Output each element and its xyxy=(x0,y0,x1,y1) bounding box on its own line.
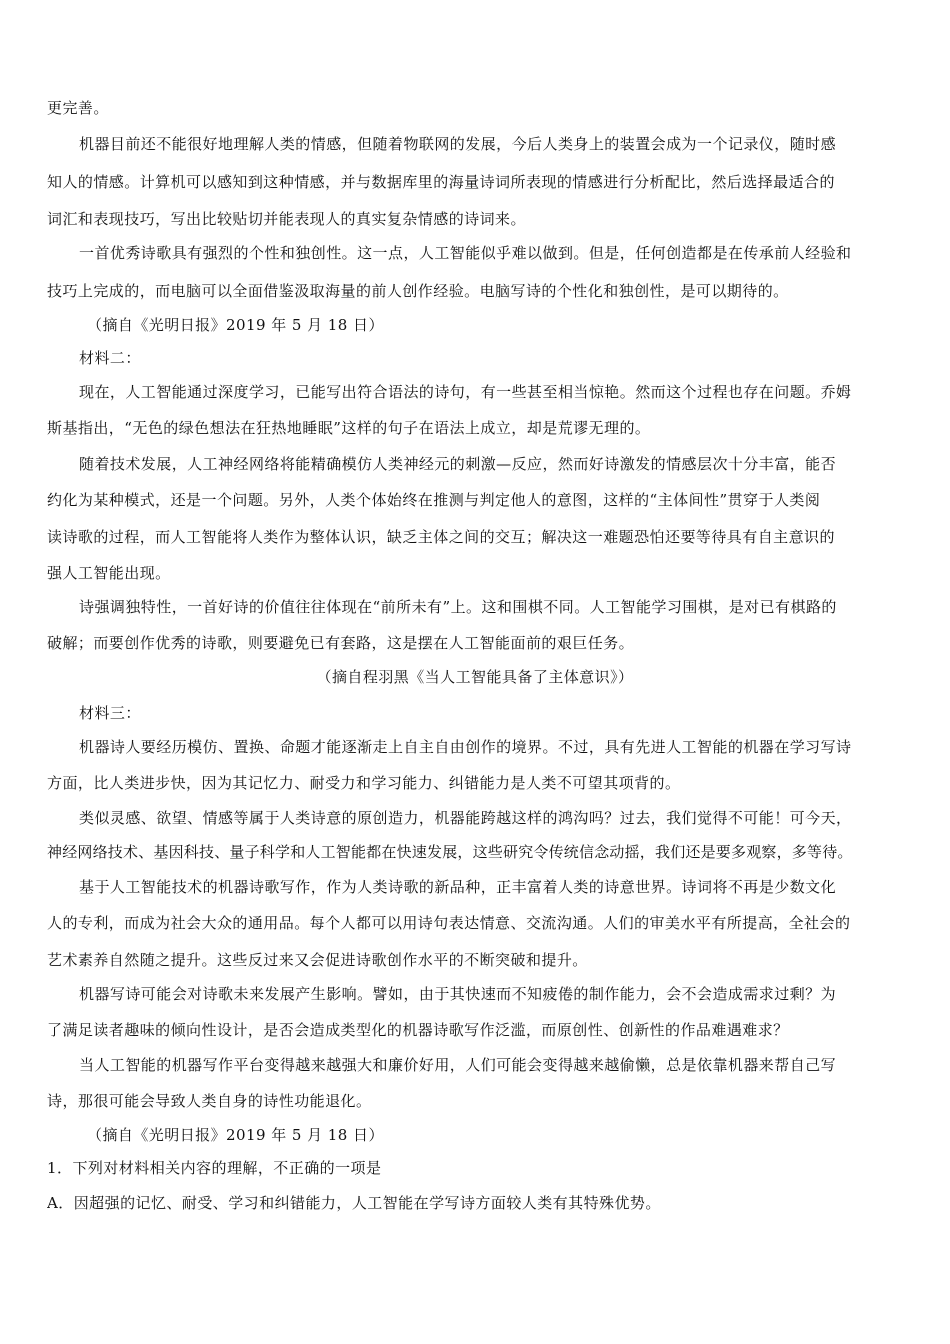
m3-p1-line-2: 方面，比人类进步快，因为其记忆力、耐受力和学习能力、纠错能力是人类不可望其项背的。 xyxy=(47,774,681,792)
m2-p2-line-4: 强人工智能出现。 xyxy=(47,564,171,582)
m3-p5-line-1: 当人工智能的机器写作平台变得越来越强大和廉价好用，人们可能会变得越来越偷懒，总是依靠机器来帮自己写 xyxy=(79,1056,837,1074)
m3-p3-line-2: 人的专利，而成为社会大众的通用品。每个人都可以用诗句表达情意、交流沟通。人们的审美水平有所提高，全社会的 xyxy=(47,914,851,932)
intro-p1-line-3: 词汇和表现技巧，写出比较贴切并能表现人的真实复杂情感的诗词来。 xyxy=(47,210,526,228)
m3-p4-line-2: 了满足读者趣味的倾向性设计，是否会造成类型化的机器诗歌写作泛滥，而原创性、创新性的作品难遇难求？ xyxy=(47,1021,789,1039)
material-3-heading: 材料三： xyxy=(79,704,141,722)
question-stem: 1．下列对材料相关内容的理解，不正确的一项是 xyxy=(47,1159,382,1177)
m3-p2-line-1: 类似灵感、欲望、情感等属于人类诗意的原创造力，机器能跨越这样的鸿沟吗？过去，我们觉得不可能！可今天， xyxy=(79,809,852,827)
intro-p2-line-1: 一首优秀诗歌具有强烈的个性和独创性。这一点，人工智能似乎难以做到。但是，任何创造都是在传承前人经验和 xyxy=(79,244,852,262)
m3-p1-line-1: 机器诗人要经历模仿、置换、命题才能逐渐走上自主自由创作的境界。不过，具有先进人工智能的机器在学习写诗 xyxy=(79,738,852,756)
m2-p2-line-1: 随着技术发展，人工神经网络将能精确模仿人类神经元的刺激—反应，然而好诗激发的情感层次十分丰富，能否 xyxy=(79,455,837,473)
m3-p3-line-3: 艺术素养自然随之提升。这些反过来又会促进诗歌创作水平的不断突破和提升。 xyxy=(47,951,588,969)
m3-source: （摘自《光明日报》2019 年 5 月 18 日） xyxy=(87,1126,384,1144)
m3-p3-line-1: 基于人工智能技术的机器诗歌写作，作为人类诗歌的新品种，正丰富着人类的诗意世界。诗词将不再是少数文化 xyxy=(79,878,837,896)
m3-p2-line-2: 神经网络技术、基因科技、量子科学和人工智能都在快速发展，这些研究令传统信念动摇，我们还是要多观察，多等待。 xyxy=(47,843,853,861)
intro-p1-line-1: 机器目前还不能很好地理解人类的情感，但随着物联网的发展，今后人类身上的装置会成为一个记录仪，随时感 xyxy=(79,135,837,153)
m2-p2-line-2: 约化为某种模式，还是一个问题。另外，人类个体始终在推测与判定他人的意图，这样的“主体间性”贯穿于人类阅 xyxy=(47,491,821,509)
m2-source: （摘自程羽黑《当人工智能具备了主体意识》） xyxy=(316,668,634,686)
intro-p1-line-2: 知人的情感。计算机可以感知到这种情感，并与数据库里的海量诗词所表现的情感进行分析配比，然后选择最适合的 xyxy=(47,173,835,191)
m2-p3-line-1: 诗强调独特性，一首好诗的价值往往体现在“前所未有”上。这和围棋不同。人工智能学习围棋，是对已有棋路的 xyxy=(79,598,837,616)
intro-p2-line-2: 技巧上完成的，而电脑可以全面借鉴汲取海量的前人创作经验。电脑写诗的个性化和独创性，是可以期待的。 xyxy=(47,282,789,300)
m2-p1-line-1: 现在，人工智能通过深度学习，已能写出符合语法的诗句，有一些甚至相当惊艳。然而这个过程也存在问题。乔姆 xyxy=(79,383,852,401)
m2-p3-line-2: 破解；而要创作优秀的诗歌，则要避免已有套路，这是摆在人工智能面前的艰巨任务。 xyxy=(47,634,635,652)
intro-tail-line: 更完善。 xyxy=(47,99,109,117)
intro-source: （摘自《光明日报》2019 年 5 月 18 日） xyxy=(87,316,384,334)
question-option-a: A．因超强的记忆、耐受、学习和纠错能力，人工智能在学写诗方面较人类有其特殊优势。 xyxy=(47,1194,661,1212)
m2-p2-line-3: 读诗歌的过程，而人工智能将人类作为整体认识，缺乏主体之间的交互；解决这一难题恐怕还要等待具有自主意识的 xyxy=(47,528,835,546)
m3-p5-line-2: 诗，那很可能会导致人类自身的诗性功能退化。 xyxy=(47,1092,372,1110)
m2-p1-line-2: 斯基指出，“无色的绿色想法在狂热地睡眠”这样的句子在语法上成立，却是荒谬无理的。 xyxy=(47,419,651,437)
m3-p4-line-1: 机器写诗可能会对诗歌未来发展产生影响。譬如，由于其快速而不知疲倦的制作能力，会不会造成需求过剩？为 xyxy=(79,985,837,1003)
material-2-heading: 材料二： xyxy=(79,349,141,367)
